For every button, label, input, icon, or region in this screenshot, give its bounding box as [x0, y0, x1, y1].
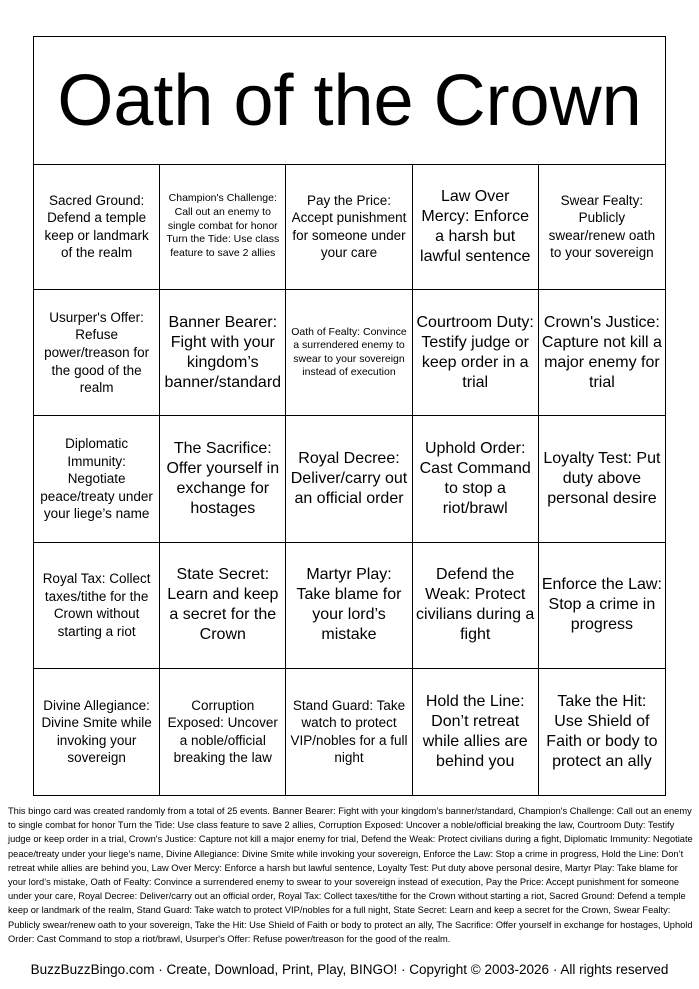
- cell-text: Swear Fealty: Publicly swear/renew oath to your sovereign: [548, 192, 656, 261]
- bingo-cell: [160, 669, 286, 795]
- bingo-cell: [160, 416, 286, 542]
- bingo-cell: [539, 290, 665, 416]
- cell-text: Royal Tax: Collect taxes/tithe for the Crown without starting a riot: [42, 571, 151, 639]
- bingo-cell: [539, 543, 665, 669]
- bingo-grid: [34, 164, 665, 795]
- cell-text: Champion's Challenge: Call out an enemy to single combat for honor Turn the Tide: Use class feature to save 2 allies: [166, 192, 280, 260]
- cell-text: Loyalty Test: Put duty above personal desire: [543, 449, 661, 507]
- cell-text: State Secret: Learn and keep a secret for the Crown: [167, 566, 279, 644]
- card-title: Oath of the Crown: [34, 37, 665, 165]
- bingo-cell: [413, 543, 539, 669]
- cell-text: Take the Hit: Use Shield of Faith or body to protect an ally: [546, 692, 658, 770]
- bingo-cell: [160, 164, 286, 290]
- footer-copyright: BuzzBuzzBingo.com · Create, Download, Print, Play, BINGO! · Copyright © 2003-2026 · All rights reserved: [30, 962, 669, 977]
- cell-text: Crown's Justice: Capture not kill a major enemy for trial: [541, 313, 662, 391]
- bingo-cell: [413, 290, 539, 416]
- cell-text: Uphold Order: Cast Command to stop a riot/brawl: [419, 439, 531, 517]
- bingo-cell: [539, 416, 665, 542]
- bingo-cell: [413, 669, 539, 795]
- cell-text: Royal Decree: Deliver/carry out an official order: [290, 449, 408, 507]
- cell-text: Law Over Mercy: Enforce a harsh but lawful sentence: [420, 187, 531, 265]
- cell-text: Diplomatic Immunity: Negotiate peace/treaty under your liege’s name: [40, 436, 153, 522]
- bingo-cell: [286, 669, 412, 795]
- event-list-note: This bingo card was created randomly from a total of 25 events. Banner Bearer: Fight with your kingdom’s banner/standard, Champion's Challenge: Call out an enemy to single combat for honor Turn the Tide: Use class feature to save 2 allies, Corruption Exposed: Uncover a noble/official breaking the law, Courtroom Duty: Testify judge or keep order in a trial, Crown's Justice: Capture not kill a major enemy for trial, Defend the Weak: Protect civilians during a fight, Diplomatic Immunity: Negotiate peace/treaty under your liege’s name, Divine Allegiance: Divine Smite while invoking your sovereign, Enforce the Law: Stop a crime in progress, Hold the Line: Don’t retreat while allies are behind you, Law Over Mercy: Enforce a harsh but lawful sentence, Loyalty Test: Put duty above personal desire, Martyr Play: Take blame for your lord’s mistake, Oath of Fealty: Convince a surrendered enemy to swear to your sovereign instead of execution, Pay the Price: Accept punishment for someone under your care, Royal Decree: Deliver/carry out an official order, Royal Tax: Collect taxes/tithe for the Crown without starting a riot, Sacred Ground: Defend a temple keep or landmark of the realm, Stand Guard: Take watch to protect VIP/nobles for a full night, State Secret: Learn and keep a secret for the Crown, Swear Fealty: Publicly swear/renew oath to your sovereign, Take the Hit: Use Shield of Faith or body to protect an ally, The Sacrifice: Offer yourself in exchange for hostages, Uphold Order: Cast Command to stop a riot/brawl, Usurper's Offer: Refuse power/treason for the good of the realm.: [8, 806, 693, 944]
- cell-text: The Sacrifice: Offer yourself in exchange for hostages: [166, 439, 280, 517]
- cell-text: Defend the Weak: Protect civilians during a fight: [416, 566, 535, 644]
- bingo-cell: [539, 164, 665, 290]
- bingo-cell: [539, 669, 665, 795]
- cell-text: Sacred Ground: Defend a temple keep or landmark of the realm: [44, 192, 149, 261]
- cell-text: Martyr Play: Take blame for your lord’s mistake: [296, 566, 402, 644]
- bingo-cell: [34, 290, 160, 416]
- bingo-cell: [286, 290, 412, 416]
- bingo-cell: [34, 164, 160, 290]
- cell-text: Pay the Price: Accept punishment for someone under your care: [291, 192, 407, 261]
- bingo-cell: [34, 669, 160, 795]
- bingo-cell: [160, 543, 286, 669]
- bingo-cell: [34, 543, 160, 669]
- bingo-card: [33, 36, 666, 796]
- bingo-cell: [34, 416, 160, 542]
- bingo-cell: [286, 416, 412, 542]
- bingo-cell: [286, 543, 412, 669]
- cell-text: Enforce the Law: Stop a crime in progress: [541, 576, 662, 634]
- bingo-cell: [413, 164, 539, 290]
- cell-text: Hold the Line: Don’t retreat while allies are behind you: [422, 692, 528, 770]
- cell-text: Oath of Fealty: Convince a surrendered enemy to swear to your sovereign instead of execution: [291, 325, 407, 379]
- cell-text: Banner Bearer: Fight with your kingdom’s banner/standard: [164, 313, 282, 391]
- bingo-cell: [286, 164, 412, 290]
- bingo-cell: [413, 416, 539, 542]
- cell-text: Usurper's Offer: Refuse power/treason for the good of the realm: [44, 309, 150, 396]
- cell-text: Divine Allegiance: Divine Smite while invoking your sovereign: [41, 697, 152, 766]
- bingo-cell: [160, 290, 286, 416]
- cell-text: Courtroom Duty: Testify judge or keep order in a trial: [416, 313, 534, 391]
- cell-text: Corruption Exposed: Uncover a noble/official breaking the law: [167, 697, 278, 766]
- cell-text: Stand Guard: Take watch to protect VIP/nobles for a full night: [290, 697, 408, 766]
